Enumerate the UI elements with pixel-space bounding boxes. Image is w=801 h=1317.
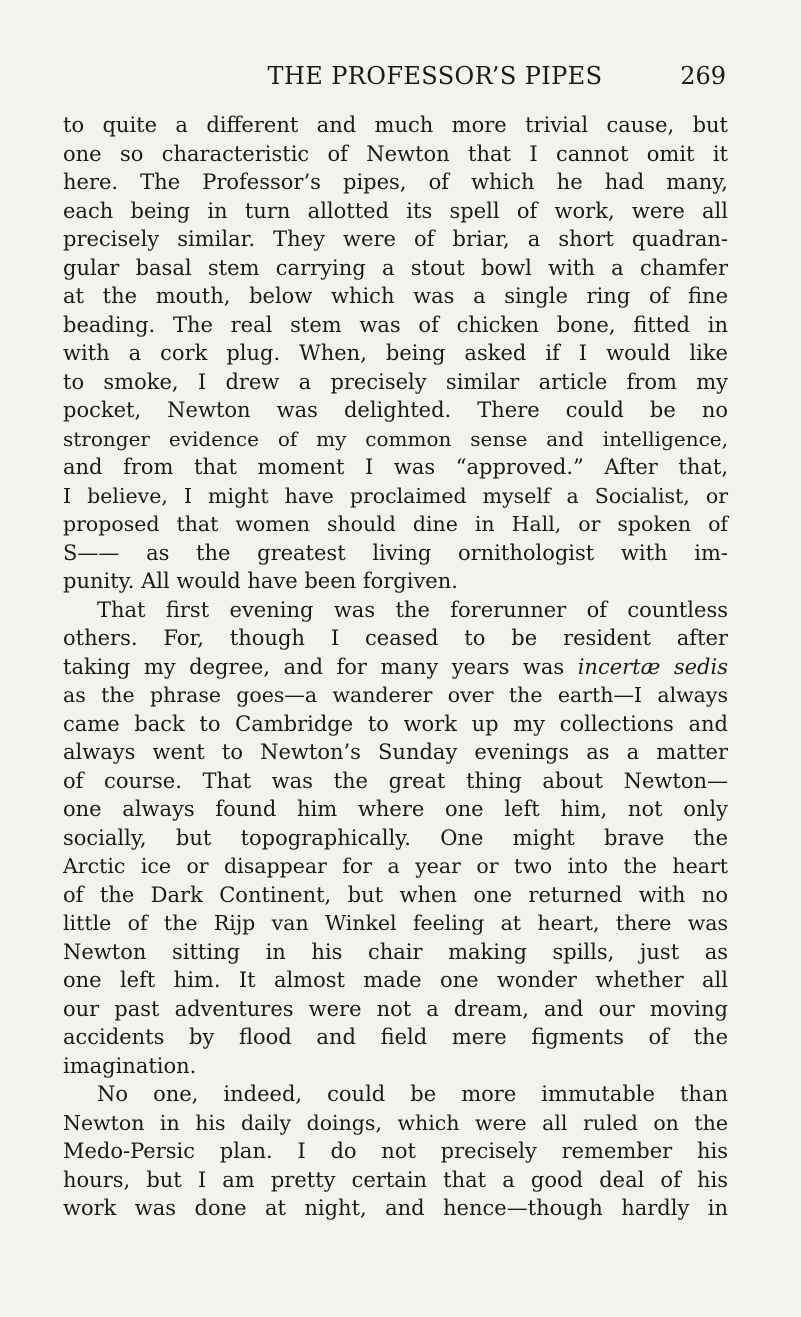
text-line: stronger evidence of my common sense and intelligence,: [63, 426, 728, 451]
text-line: here. The Professor’s pipes, of which he had many,: [63, 170, 728, 194]
text-line: one so characteristic of Newton that I cannot omit it: [63, 141, 728, 166]
text-line: accidents by flood and field mere figments of the: [63, 1025, 728, 1049]
text-line: of course. That was the great thing about Newton—: [63, 768, 728, 793]
text-line: came back to Cambridge to work up my collections and: [63, 711, 728, 736]
page-number: 269: [680, 62, 726, 90]
text-line: of the Dark Continent, but when one returned with no: [63, 882, 728, 907]
text-line: Medo-Persic plan. I do not precisely remember his: [63, 1139, 728, 1163]
text-line: imagination.: [63, 1053, 197, 1078]
text-line: work was done at night, and hence—though hardly in: [63, 1196, 728, 1220]
text-line: and from that moment I was “approved.” After that,: [63, 455, 728, 479]
italic-phrase: incertæ sedis: [577, 654, 728, 679]
text-line: one always found him where one left him, not only: [63, 797, 728, 821]
text-line: punity. All would have been forgiven.: [63, 569, 458, 593]
text-line: our past adventures were not a dream, and our moving: [63, 996, 728, 1021]
text-line: proposed that women should dine in Hall, or spoken of: [63, 512, 728, 536]
text-line: socially, but topographically. One might brave the: [63, 825, 728, 850]
text-line: with a cork plug. When, being asked if I would like: [63, 341, 728, 365]
text-line: Arctic ice or disappear for a year or two into the heart: [63, 854, 728, 878]
text-line: No one, indeed, could be more immutable than: [97, 1082, 728, 1106]
text-line: as the phrase goes—a wanderer over the earth—I always: [63, 683, 728, 707]
text-line: pocket, Newton was delighted. There could be no: [63, 398, 728, 422]
text-line: I believe, I might have proclaimed myself a Socialist, or: [63, 483, 728, 508]
text-line: precisely similar. They were of briar, a short quadran-: [63, 227, 728, 251]
text-line: gular basal stem carrying a stout bowl with a chamfer: [63, 255, 728, 280]
text-line: always went to Newton’s Sunday evenings as a matter: [63, 740, 728, 764]
text-line: hours, but I am pretty certain that a good deal of his: [63, 1167, 728, 1192]
text-line: to smoke, I drew a precisely similar article from my: [63, 369, 728, 394]
text-line-part: taking my degree, and for many years was: [63, 654, 565, 679]
text-line: at the mouth, below which was a single ring of fine: [63, 284, 728, 308]
text-line: others. For, though I ceased to be resident after: [63, 626, 728, 650]
text-line: Newton in his daily doings, which were all ruled on the: [63, 1110, 728, 1135]
text-line: Newton sitting in his chair making spills, just as: [63, 939, 728, 964]
running-title: THE PROFESSOR’S PIPES: [267, 62, 603, 90]
text-line: [63, 653, 728, 682]
text-line: each being in turn allotted its spell of work, were all: [63, 198, 728, 223]
text-line: one left him. It almost made one wonder whether all: [63, 968, 728, 992]
text-line: S—— as the greatest living ornithologist with im-: [63, 540, 728, 565]
text-line: little of the Rijp van Winkel feeling at heart, there was: [63, 911, 728, 935]
text-line: That first evening was the forerunner of countless: [97, 597, 728, 622]
text-line: to quite a different and much more trivial cause, but: [63, 113, 728, 137]
body-text: [63, 111, 728, 1223]
text-line: beading. The real stem was of chicken bone, fitted in: [63, 312, 728, 337]
